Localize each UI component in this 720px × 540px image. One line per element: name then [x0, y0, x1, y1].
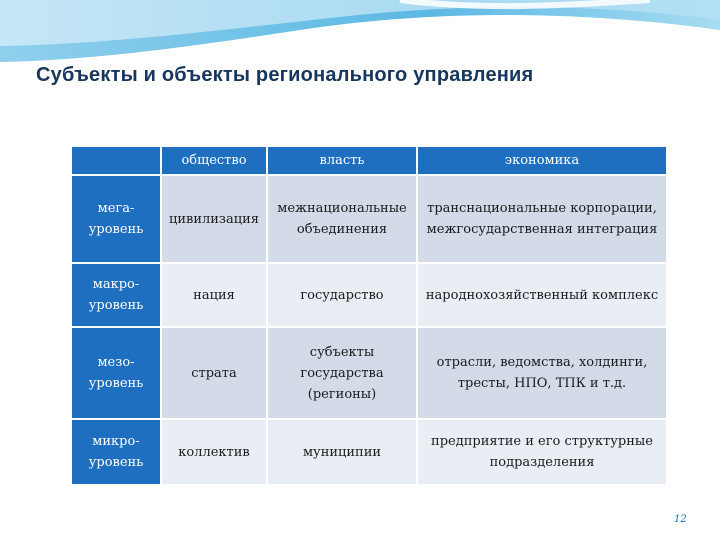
table-cell: страта — [161, 327, 267, 419]
row-header-meso: мезо-уровень — [71, 327, 161, 419]
row-header-micro: микро-уровень — [71, 419, 161, 485]
table-row — [71, 327, 667, 419]
table-row — [71, 263, 667, 327]
table-cell: коллектив — [161, 419, 267, 485]
table-cell: субъекты государства (регионы) — [267, 327, 417, 419]
table-cell: муниципии — [267, 419, 417, 485]
table-corner-cell — [71, 146, 161, 175]
page-number: 12 — [674, 514, 687, 525]
column-header-society: общество — [161, 146, 267, 175]
table-cell: цивилизация — [161, 175, 267, 263]
table-cell: отрасли, ведомства, холдинги, тресты, НПО, ТПК и т.д. — [417, 327, 667, 419]
table-cell: государство — [267, 263, 417, 327]
table-cell: предприятие и его структурные подразделения — [417, 419, 667, 485]
table-cell: народнохозяйственный комплекс — [417, 263, 667, 327]
column-header-economy: экономика — [417, 146, 667, 175]
table-cell: транснациональные корпорации, межгосударственная интеграция — [417, 175, 667, 263]
slide-title: Субъекты и объекты регионального управления — [36, 64, 534, 86]
row-header-mega: мега-уровень — [71, 175, 161, 263]
table-cell: нация — [161, 263, 267, 327]
table-row — [71, 175, 667, 263]
column-header-power: власть — [267, 146, 417, 175]
table-row — [71, 419, 667, 485]
table-header-row — [71, 146, 667, 175]
levels-table — [70, 145, 668, 486]
table-cell: межнациональные объединения — [267, 175, 417, 263]
row-header-macro: макро-уровень — [71, 263, 161, 327]
